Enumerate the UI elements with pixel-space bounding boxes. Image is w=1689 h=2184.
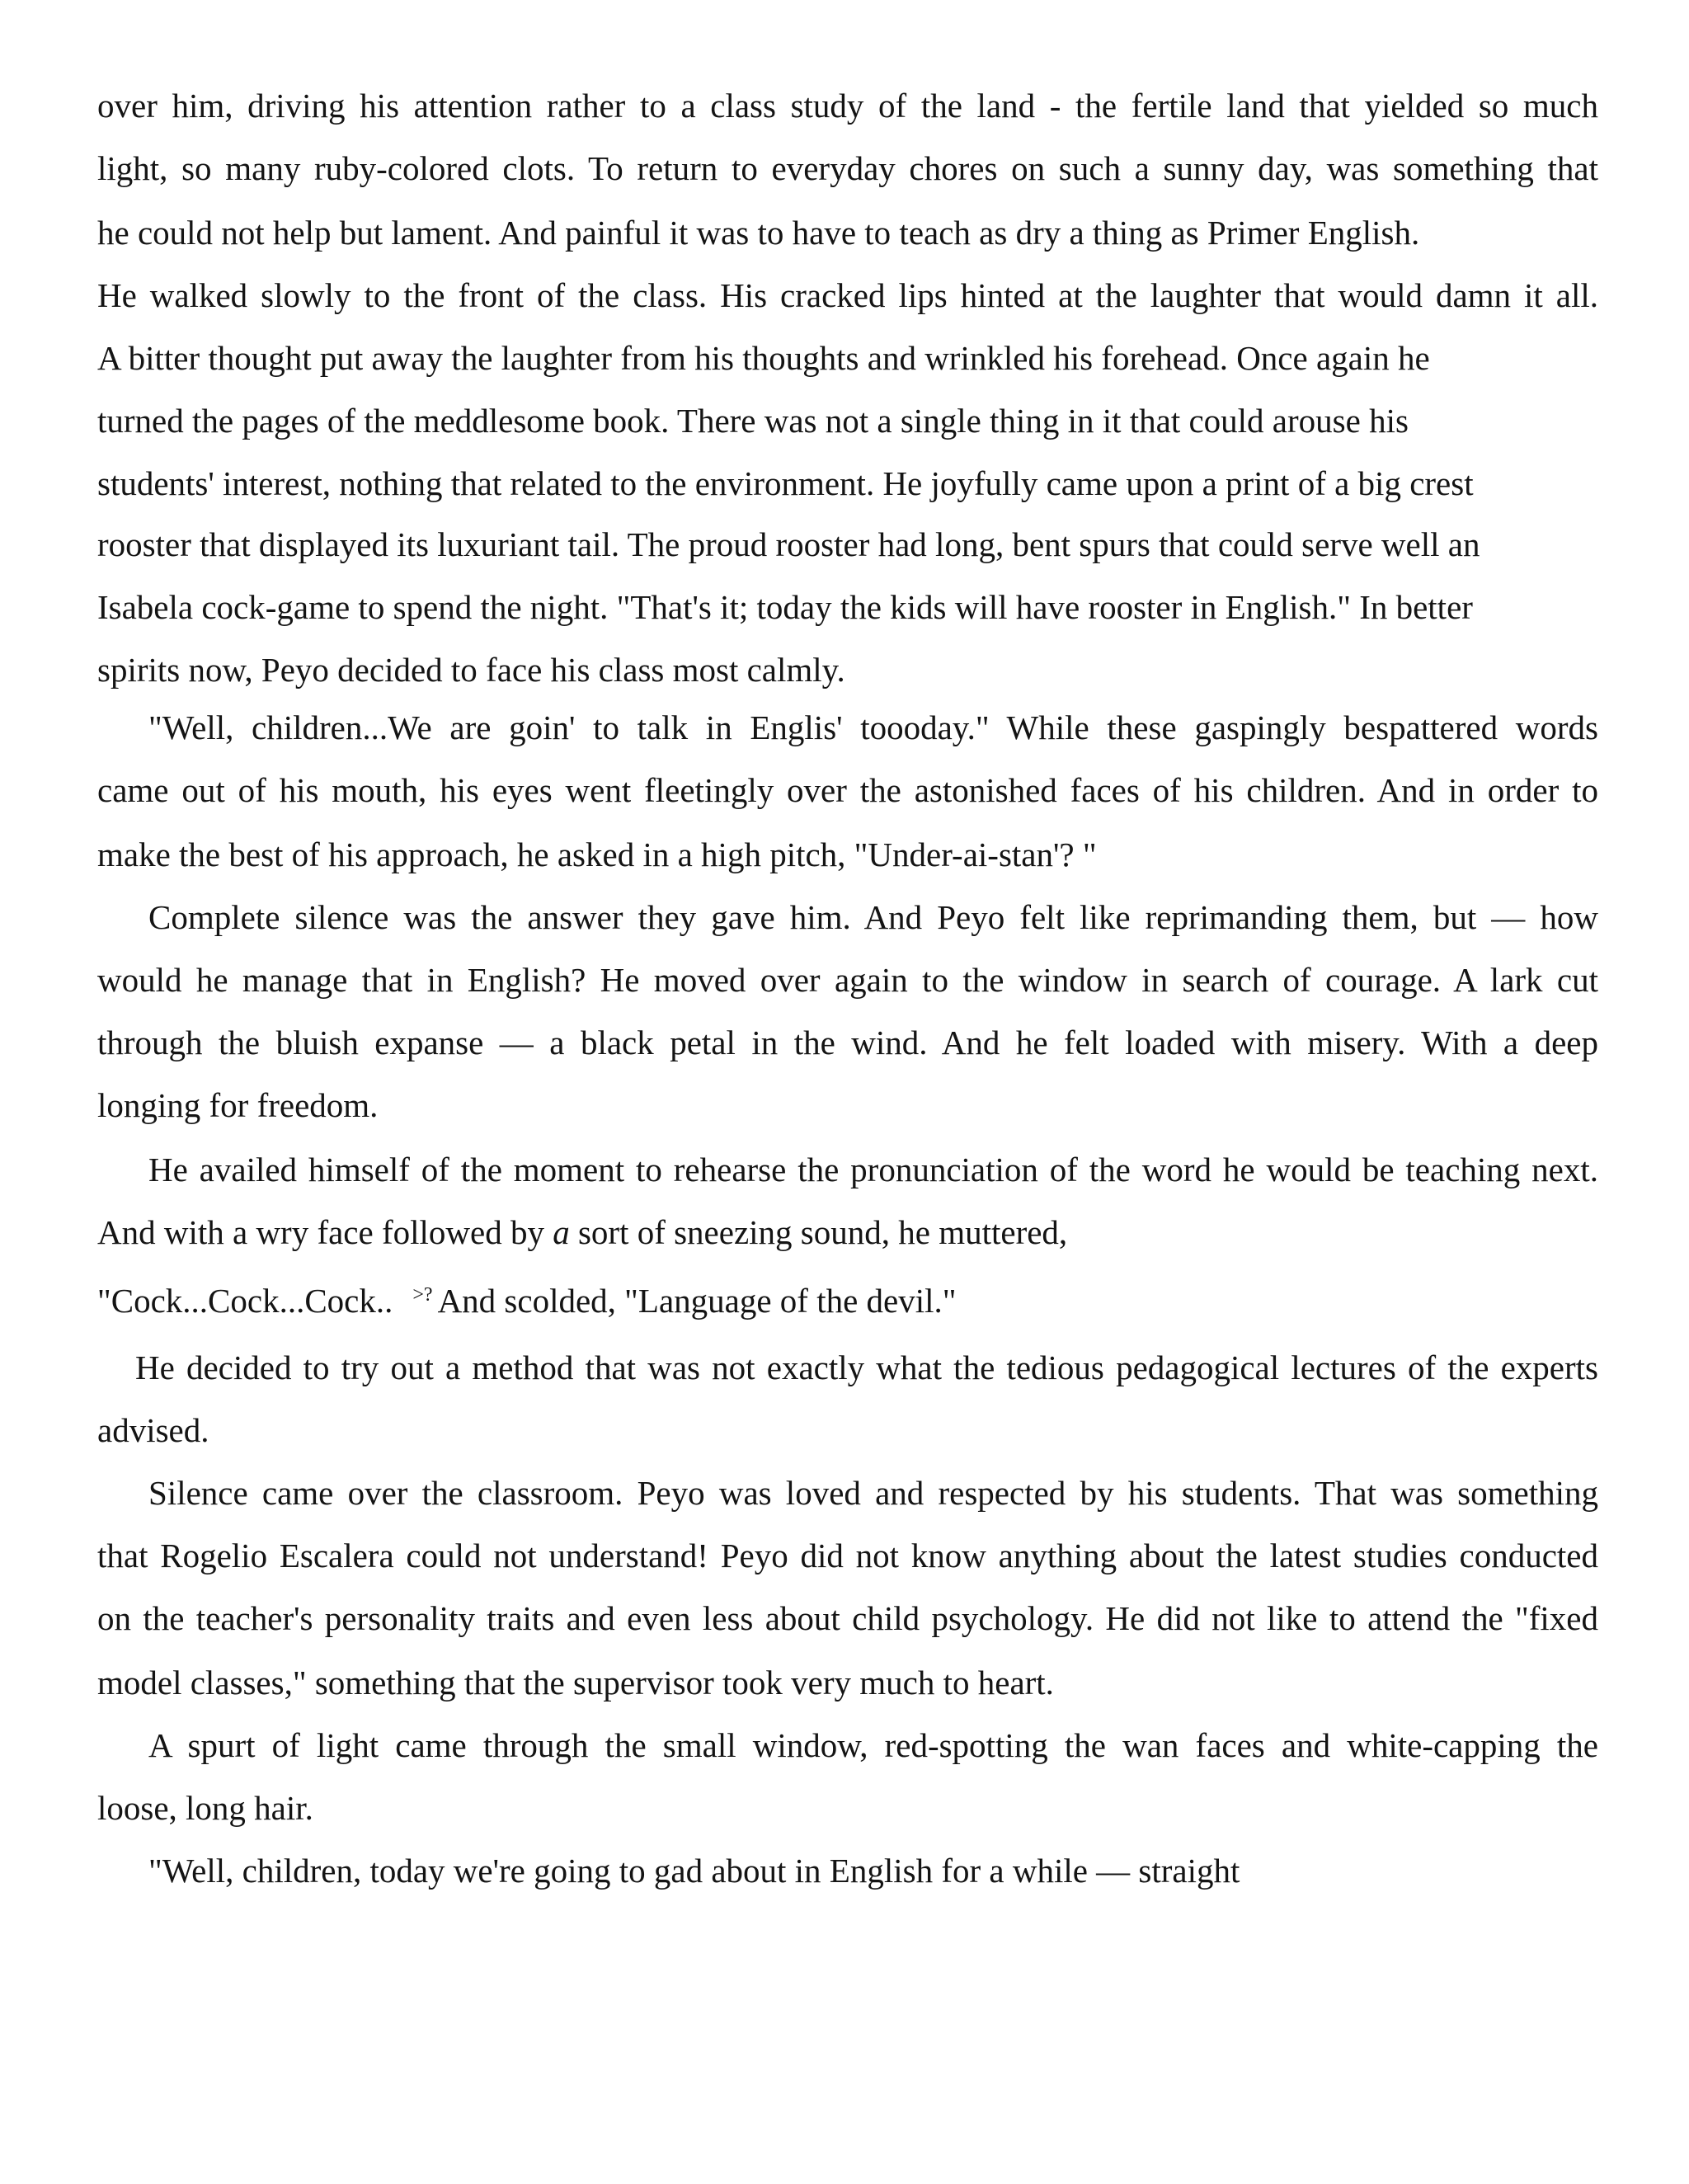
text-line: Isabela cock-game to spend the night. "That's it; today the kids will have rooster in English." In better	[97, 588, 1473, 626]
text-line: A bitter thought put away the laughter from his thoughts and wrinkled his forehead. Once again he	[97, 339, 1430, 377]
text-run: And scolded, "Language of the devil."	[437, 1282, 957, 1320]
text-line	[97, 1212, 1598, 1252]
text-line: students' interest, nothing that related to the environment. He joyfully came upon a print of a big crest	[97, 464, 1474, 502]
text-line: on the teacher's personality traits and even less about child psychology. He did not like to attend the "fixed	[97, 1599, 1598, 1637]
text-line: make the best of his approach, he asked in a high pitch, "Under-ai-stan'? "	[97, 835, 1097, 873]
text-run: "Cock...Cock...Cock..	[97, 1282, 393, 1320]
text-run: sort of sneezing sound, he muttered,	[569, 1213, 1068, 1251]
italic-text-run: a	[553, 1213, 570, 1251]
text-line: A spurt of light came through the small window, red-spotting the wan faces and white-capping the	[148, 1726, 1598, 1764]
text-line: He availed himself of the moment to rehearse the pronunciation of the word he would be teaching next.	[148, 1151, 1598, 1188]
text-line: "Well, children...We are goin' to talk in Englis' toooday." While these gaspingly bespattered words	[148, 708, 1598, 746]
text-line: rooster that displayed its luxuriant tail. The proud rooster had long, bent spurs that could serve well an	[97, 525, 1480, 563]
text-line: advised.	[97, 1411, 209, 1449]
text-line: over him, driving his attention rather to a class study of the land - the fertile land that yielded so much	[97, 87, 1598, 125]
text-line: through the bluish expanse — a black petal in the wind. And he felt loaded with misery. With a deep	[97, 1024, 1598, 1061]
text-line: longing for freedom.	[97, 1086, 379, 1124]
superscript-mark: >?	[412, 1284, 433, 1306]
text-line: He decided to try out a method that was not exactly what the tedious pedagogical lectures of the experts	[135, 1349, 1598, 1386]
text-line	[97, 1275, 1598, 1320]
text-line: spirits now, Peyo decided to face his class most calmly.	[97, 651, 845, 689]
text-line: He walked slowly to the front of the class. His cracked lips hinted at the laughter that would damn it all.	[97, 276, 1598, 314]
text-line: loose, long hair.	[97, 1789, 313, 1827]
text-line: that Rogelio Escalera could not understand! Peyo did not know anything about the latest studies conducted	[97, 1537, 1598, 1574]
text-line: he could not help but lament. And painful it was to have to teach as dry a thing as Primer English.	[97, 214, 1420, 252]
text-line: came out of his mouth, his eyes went fleetingly over the astonished faces of his children. And in order to	[97, 771, 1598, 809]
text-run: And with a wry face followed by	[97, 1213, 553, 1251]
text-line: would he manage that in English? He moved over again to the window in search of courage. A lark cut	[97, 961, 1598, 999]
text-line: turned the pages of the meddlesome book. There was not a single thing in it that could arouse his	[97, 402, 1409, 440]
text-line: model classes," something that the supervisor took very much to heart.	[97, 1664, 1054, 1702]
text-line: light, so many ruby-colored clots. To return to everyday chores on such a sunny day, was something that	[97, 149, 1598, 187]
text-line: "Well, children, today we're going to gad about in English for a while — straight	[148, 1852, 1240, 1890]
text-line: Complete silence was the answer they gave him. And Peyo felt like reprimanding them, but — how	[148, 898, 1598, 936]
text-line: Silence came over the classroom. Peyo was loved and respected by his students. That was something	[148, 1474, 1598, 1512]
